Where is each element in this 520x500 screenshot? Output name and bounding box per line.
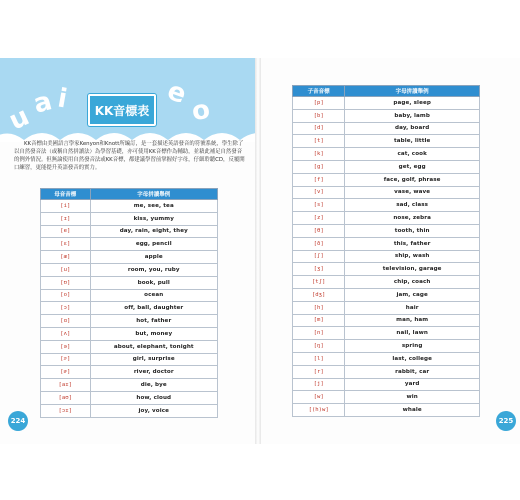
example-words: me, see, tea bbox=[90, 200, 217, 213]
phonetic-symbol: [s] bbox=[293, 199, 345, 212]
phonetic-symbol: [ɚ] bbox=[41, 366, 91, 379]
vowel-i: i bbox=[55, 83, 70, 115]
example-words: day, rain, eight, they bbox=[90, 225, 217, 238]
phonetic-symbol: [ŋ] bbox=[293, 340, 345, 353]
example-words: tooth, thin bbox=[345, 224, 480, 237]
example-words: joy, voice bbox=[90, 404, 217, 417]
vowel-a: a bbox=[30, 86, 56, 120]
table-row bbox=[293, 340, 480, 353]
example-words: die, bye bbox=[90, 379, 217, 392]
table-header-row bbox=[41, 189, 218, 200]
table-row bbox=[41, 315, 218, 328]
vowel-o: o bbox=[189, 94, 213, 128]
example-words: apple bbox=[90, 251, 217, 264]
phonetic-symbol: [aɪ] bbox=[41, 379, 91, 392]
page-number-left: 224 bbox=[8, 411, 28, 431]
example-words: but, money bbox=[90, 327, 217, 340]
example-words: chip, coach bbox=[345, 276, 480, 289]
example-words: sad, class bbox=[345, 199, 480, 212]
example-words: kiss, yummy bbox=[90, 212, 217, 225]
consonant-table bbox=[292, 85, 480, 417]
phonetic-symbol: [w] bbox=[293, 391, 345, 404]
example-words: cat, cook bbox=[345, 148, 480, 161]
table-row bbox=[293, 109, 480, 122]
phonetic-symbol: [m] bbox=[293, 314, 345, 327]
vowel-u: u bbox=[4, 101, 34, 137]
example-words: room, you, ruby bbox=[90, 263, 217, 276]
left-page bbox=[0, 58, 258, 444]
example-words: win bbox=[345, 391, 480, 404]
example-words: face, golf, phrase bbox=[345, 173, 480, 186]
phonetic-symbol: [o] bbox=[41, 289, 91, 302]
phonetic-symbol: [e] bbox=[41, 225, 91, 238]
phonetic-symbol: [g] bbox=[293, 160, 345, 173]
phonetic-symbol: [f] bbox=[293, 173, 345, 186]
phonetic-symbol: [θ] bbox=[293, 224, 345, 237]
phonetic-symbol: [v] bbox=[293, 186, 345, 199]
table-row bbox=[293, 365, 480, 378]
table-row bbox=[41, 225, 218, 238]
table-row bbox=[41, 353, 218, 366]
phonetic-symbol: [z] bbox=[293, 212, 345, 225]
phonetic-symbol: [r] bbox=[293, 365, 345, 378]
table-row bbox=[41, 340, 218, 353]
table-row bbox=[293, 314, 480, 327]
table-header-row bbox=[293, 86, 480, 97]
phonetic-symbol: [i] bbox=[41, 200, 91, 213]
example-words: whale bbox=[345, 404, 480, 417]
book-gutter bbox=[255, 58, 261, 444]
phonetic-symbol: [b] bbox=[293, 109, 345, 122]
column-header-symbol: 子音音標 bbox=[293, 86, 345, 97]
example-words: television, garage bbox=[345, 263, 480, 276]
example-words: river, doctor bbox=[90, 366, 217, 379]
table-row bbox=[293, 199, 480, 212]
example-words: about, elephant, tonight bbox=[90, 340, 217, 353]
phonetic-symbol: [ʃ] bbox=[293, 250, 345, 263]
phonetic-symbol: [(h)w] bbox=[293, 404, 345, 417]
table-row bbox=[293, 352, 480, 365]
table-row bbox=[293, 122, 480, 135]
table-row bbox=[293, 160, 480, 173]
table-row bbox=[293, 391, 480, 404]
table-row bbox=[41, 327, 218, 340]
phonetic-symbol: [ð] bbox=[293, 237, 345, 250]
phonetic-symbol: [ɛ] bbox=[41, 238, 91, 251]
table-row bbox=[41, 302, 218, 315]
page-number-right: 225 bbox=[496, 411, 516, 431]
example-words: off, ball, daughter bbox=[90, 302, 217, 315]
example-words: spring bbox=[345, 340, 480, 353]
example-words: hair bbox=[345, 301, 480, 314]
vowel-table bbox=[40, 188, 218, 418]
table-row bbox=[41, 263, 218, 276]
example-words: girl, surprise bbox=[90, 353, 217, 366]
table-row bbox=[293, 404, 480, 417]
intro-paragraph: KK音標由美國語言學家Kenyon和Knott所編訂，是一套描述英語發音的符號系統，學生除了以自然發音法（或稱自然拼讀法）為學習基礎，亦可使用KK音標作為輔助，並藉此補足自然發音的例外情況。但無論使用自然發音法或KK音標，都建議學習前掌握好字母，仔細聆聽CD，反覆開口練習，更能提升英語發音的實力。 bbox=[14, 141, 245, 171]
example-words: how, cloud bbox=[90, 391, 217, 404]
example-words: get, egg bbox=[345, 160, 480, 173]
phonetic-symbol: [ɪ] bbox=[41, 212, 91, 225]
column-header-examples: 字母拼讀舉例 bbox=[345, 86, 480, 97]
table-row bbox=[41, 238, 218, 251]
phonetic-symbol: [l] bbox=[293, 352, 345, 365]
table-row bbox=[41, 276, 218, 289]
example-words: day, board bbox=[345, 122, 480, 135]
example-words: jam, cage bbox=[345, 288, 480, 301]
phonetic-symbol: [æ] bbox=[41, 251, 91, 264]
example-words: man, ham bbox=[345, 314, 480, 327]
phonetic-symbol: [aʊ] bbox=[41, 391, 91, 404]
table-row bbox=[293, 250, 480, 263]
table-row bbox=[41, 366, 218, 379]
example-words: nose, zebra bbox=[345, 212, 480, 225]
example-words: page, sleep bbox=[345, 97, 480, 110]
example-words: table, little bbox=[345, 135, 480, 148]
table-row bbox=[41, 404, 218, 417]
example-words: last, college bbox=[345, 352, 480, 365]
page-title: KK音標表 bbox=[88, 94, 156, 126]
table-row bbox=[41, 289, 218, 302]
phonetic-symbol: [ʊ] bbox=[41, 276, 91, 289]
vowel-table-body bbox=[41, 200, 218, 418]
table-row bbox=[293, 263, 480, 276]
phonetic-symbol: [j] bbox=[293, 378, 345, 391]
phonetic-symbol: [d] bbox=[293, 122, 345, 135]
example-words: ship, wash bbox=[345, 250, 480, 263]
table-row bbox=[41, 379, 218, 392]
example-words: egg, pencil bbox=[90, 238, 217, 251]
example-words: baby, lamb bbox=[345, 109, 480, 122]
example-words: this, father bbox=[345, 237, 480, 250]
phonetic-symbol: [ə] bbox=[41, 340, 91, 353]
phonetic-symbol: [ʒ] bbox=[293, 263, 345, 276]
phonetic-symbol: [ʌ] bbox=[41, 327, 91, 340]
example-words: ocean bbox=[90, 289, 217, 302]
table-row bbox=[41, 391, 218, 404]
column-header-symbol: 母音音標 bbox=[41, 189, 91, 200]
table-row bbox=[293, 224, 480, 237]
table-row bbox=[293, 186, 480, 199]
example-words: nail, lawn bbox=[345, 327, 480, 340]
table-row bbox=[41, 200, 218, 213]
table-row bbox=[293, 135, 480, 148]
phonetic-symbol: [h] bbox=[293, 301, 345, 314]
phonetic-symbol: [ɝ] bbox=[41, 353, 91, 366]
table-row bbox=[293, 301, 480, 314]
column-header-examples: 字母拼讀舉例 bbox=[90, 189, 217, 200]
example-words: hot, father bbox=[90, 315, 217, 328]
example-words: book, pull bbox=[90, 276, 217, 289]
table-row bbox=[41, 212, 218, 225]
table-row bbox=[41, 251, 218, 264]
vowel-e: e bbox=[163, 75, 191, 111]
table-row bbox=[293, 237, 480, 250]
table-row bbox=[293, 327, 480, 340]
phonetic-symbol: [p] bbox=[293, 97, 345, 110]
phonetic-symbol: [u] bbox=[41, 263, 91, 276]
example-words: yard bbox=[345, 378, 480, 391]
table-row bbox=[293, 173, 480, 186]
table-row bbox=[293, 148, 480, 161]
phonetic-symbol: [ɔɪ] bbox=[41, 404, 91, 417]
table-row bbox=[293, 288, 480, 301]
phonetic-symbol: [tʃ] bbox=[293, 276, 345, 289]
table-row bbox=[293, 276, 480, 289]
consonant-table-body bbox=[293, 97, 480, 417]
phonetic-symbol: [n] bbox=[293, 327, 345, 340]
example-words: rabbit, car bbox=[345, 365, 480, 378]
table-row bbox=[293, 378, 480, 391]
phonetic-symbol: [ɔ] bbox=[41, 302, 91, 315]
phonetic-symbol: [k] bbox=[293, 148, 345, 161]
right-page bbox=[260, 58, 520, 444]
phonetic-symbol: [dʒ] bbox=[293, 288, 345, 301]
table-row bbox=[293, 97, 480, 110]
example-words: vase, wave bbox=[345, 186, 480, 199]
phonetic-symbol: [t] bbox=[293, 135, 345, 148]
table-row bbox=[293, 212, 480, 225]
phonetic-symbol: [ɑ] bbox=[41, 315, 91, 328]
